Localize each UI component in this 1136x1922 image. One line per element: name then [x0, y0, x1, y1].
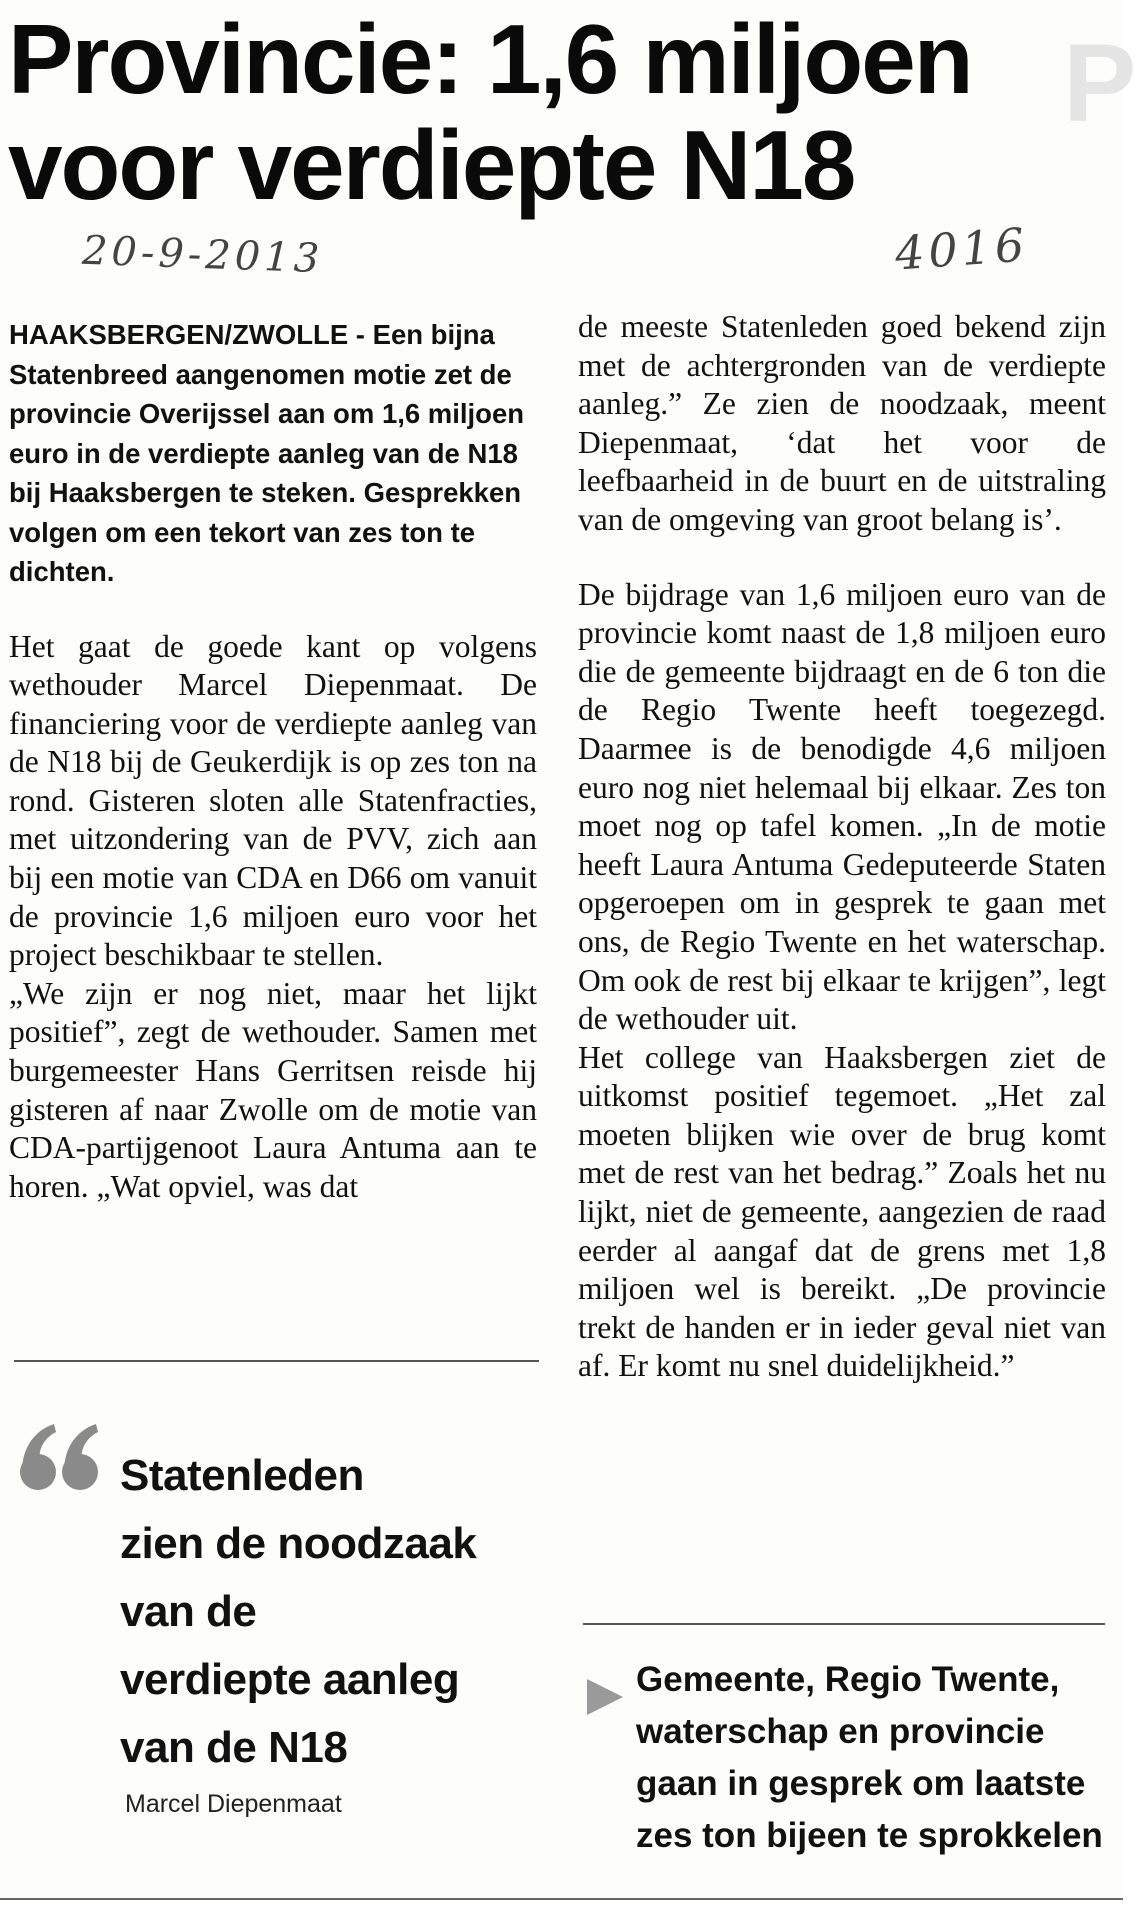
play-arrow-icon — [585, 1677, 625, 1717]
lead-text: Een bijna Statenbreed aangenomen motie zet de provincie Overijssel aan om 1,6 miljoen euro in de verdiepte aanleg van de N18 bij Haaksbergen te steken. Gesprekken volgen om een tekort van zes ton te dichten. — [9, 319, 525, 587]
column-left — [9, 315, 537, 1206]
summary-line: gaan in gesprek om laatste — [636, 1764, 1086, 1803]
body-paragraph: Het gaat de goede kant op volgens wethouder Marcel Diepenmaat. De financiering voor de verdiepte aanleg van de N18 bij de Geukerdijk is op zes ton na rond. Gisteren sloten alle Statenfracties, met uitzondering van de PVV, zich aan bij een motie van CDA en D66 om vanuit de provincie 1,6 miljoen euro voor het project beschikbaar te stellen. — [9, 628, 537, 973]
summary-line: waterschap en provincie — [636, 1712, 1045, 1751]
headline-line-1: Provincie: 1,6 miljoen — [8, 4, 972, 114]
divider-rule — [14, 1360, 539, 1362]
summary-line: Gemeente, Regio Twente, — [636, 1660, 1060, 1699]
quote-mark-icon — [14, 1410, 104, 1500]
summary-line: zes ton bijeen te sprokkelen — [636, 1816, 1103, 1855]
body-paragraph: de meeste Statenleden goed bekend zijn met de achtergronden van de verdiepte aanleg.” Ze zien de noodzaak, meent Diepenmaat, ‘dat het voor de leefbaarheid in de buurt en de uitstraling van de omgeving van groot belang is’. — [578, 309, 1106, 537]
pullquote-line: Statenleden — [120, 1451, 364, 1500]
body-paragraph: Het college van Haaksbergen ziet de uitkomst positief tegemoet. „Het zal moeten blijken wie over de brug komt met de rest van het bedrag.” Zoals het nu lijkt, niet de gemeente, aangezien de raad eerder al aangaf dat de grens met 1,8 miljoen wel is bereikt. „De provincie trekt de handen er in ieder geval niet van af. Er komt nu snel duidelijkheid.” — [578, 1039, 1106, 1384]
dateline: HAAKSBERGEN/ZWOLLE - — [9, 319, 365, 350]
pullquote-line: van de N18 — [120, 1723, 348, 1772]
pullquote — [120, 1442, 550, 1782]
clipping-edge — [0, 1898, 1123, 1922]
handwritten-date: 20-9-2013 — [81, 227, 324, 283]
column-right — [578, 308, 1106, 1386]
pullquote-attribution: Marcel Diepenmaat — [125, 1790, 342, 1818]
body-paragraph: De bijdrage van 1,6 miljoen euro van de provincie komt naast de 1,8 miljoen euro die de gemeente bijdraagt en de 6 ton die de Regio Twente heeft toegezegd. Daarmee is de benodigde 4,6 miljoen euro nog niet helemaal bij elkaar. Zes ton moet nog op tafel komen. „In de motie heeft Laura Antuma Gedeputeerde Staten opgeroepen om in gesprek te gaan met ons, de Regio Twente en het waterschap. Om ook de rest bij elkaar te krijgen”, legt de wethouder uit. — [578, 576, 1106, 1037]
headline — [8, 6, 1098, 218]
adjacent-article-fragment: P — [1063, 22, 1136, 145]
pullquote-line: zien de noodzaak — [120, 1519, 477, 1568]
headline-line-2: voor verdiepte N18 — [8, 110, 855, 220]
lead-paragraph — [9, 315, 537, 592]
summary-box — [636, 1654, 1106, 1862]
pullquote-line: verdiepte aanleg — [120, 1655, 460, 1704]
handwritten-number: 4016 — [893, 217, 1030, 281]
body-paragraph: „We zijn er nog niet, maar het lijkt positief”, zegt de wethouder. Samen met burgemeester Hans Gerritsen reisde hij gisteren af naar Zwolle om de motie van CDA-partijgenoot Laura Antuma aan te horen. „Wat opviel, was dat — [9, 975, 537, 1204]
divider-rule — [583, 1623, 1105, 1625]
pullquote-line: van de — [120, 1587, 257, 1636]
